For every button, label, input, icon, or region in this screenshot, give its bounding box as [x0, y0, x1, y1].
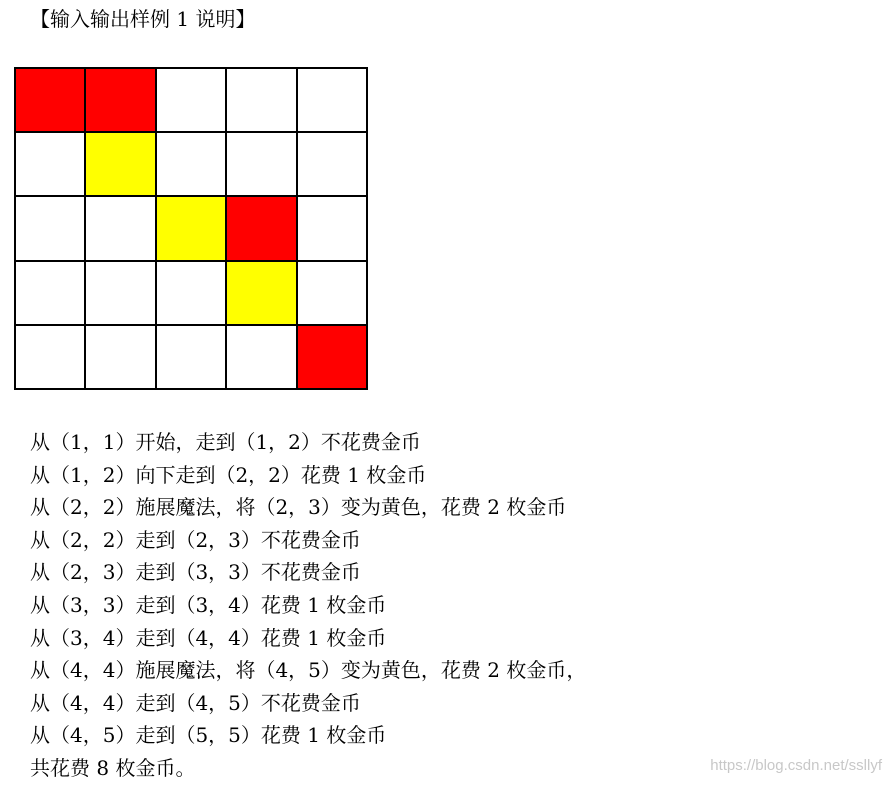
grid-cell-3-3	[157, 197, 227, 261]
grid-cell-4-1	[16, 262, 86, 326]
grid-cell-2-2	[86, 133, 156, 197]
step-line: 从（3，4）走到（4，4）花费 1 枚金币	[30, 625, 387, 650]
grid-cell-1-5	[298, 69, 368, 133]
grid-cell-1-4	[227, 69, 297, 133]
grid-cell-3-1	[16, 197, 86, 261]
grid-cell-2-4	[227, 133, 297, 197]
step-line: 从（4，4）施展魔法，将（4，5）变为黄色，花费 2 枚金币，	[30, 658, 587, 683]
grid-cell-5-4	[227, 326, 297, 390]
grid-cell-2-5	[298, 133, 368, 197]
step-line: 从（1，1）开始，走到（1，2）不花费金币	[30, 430, 421, 454]
step-line: 从（3，3）走到（3，4）花费 1 枚金币	[30, 592, 387, 617]
grid-cell-4-3	[157, 262, 227, 326]
grid-cell-5-1	[16, 326, 86, 390]
grid-cell-5-5	[298, 326, 368, 390]
step-line: 从（4，4）走到（4，5）不花费金币	[30, 690, 361, 715]
step-line: 共花费 8 枚金币。	[30, 755, 196, 780]
grid-cell-3-4	[227, 197, 297, 261]
step-line: 从（1，2）向下走到（2，2）花费 1 枚金币	[30, 462, 427, 487]
chessboard-grid	[14, 67, 368, 390]
grid-cell-4-5	[298, 262, 368, 326]
watermark: https://blog.csdn.net/ssllyf	[710, 757, 882, 774]
grid-cell-1-1	[16, 69, 86, 133]
grid-cell-2-3	[157, 133, 227, 197]
section-title: 【输入输出样例 1 说明】	[30, 7, 256, 31]
grid-cell-2-1	[16, 133, 86, 197]
grid-cell-3-5	[298, 197, 368, 261]
grid-cell-1-3	[157, 69, 227, 133]
grid-cell-3-2	[86, 197, 156, 261]
step-line: 从（2，2）走到（2，3）不花费金币	[30, 527, 361, 552]
grid-cell-4-4	[227, 262, 297, 326]
step-line: 从（4，5）走到（5，5）花费 1 枚金币	[30, 723, 387, 748]
grid-cell-4-2	[86, 262, 156, 326]
explanation-steps	[30, 426, 586, 785]
step-line: 从（2，3）走到（3，3）不花费金币	[30, 560, 361, 585]
grid-cell-1-2	[86, 69, 156, 133]
step-line: 从（2，2）施展魔法，将（2，3）变为黄色，花费 2 枚金币	[30, 495, 567, 520]
grid-cell-5-3	[157, 326, 227, 390]
grid-cell-5-2	[86, 326, 156, 390]
